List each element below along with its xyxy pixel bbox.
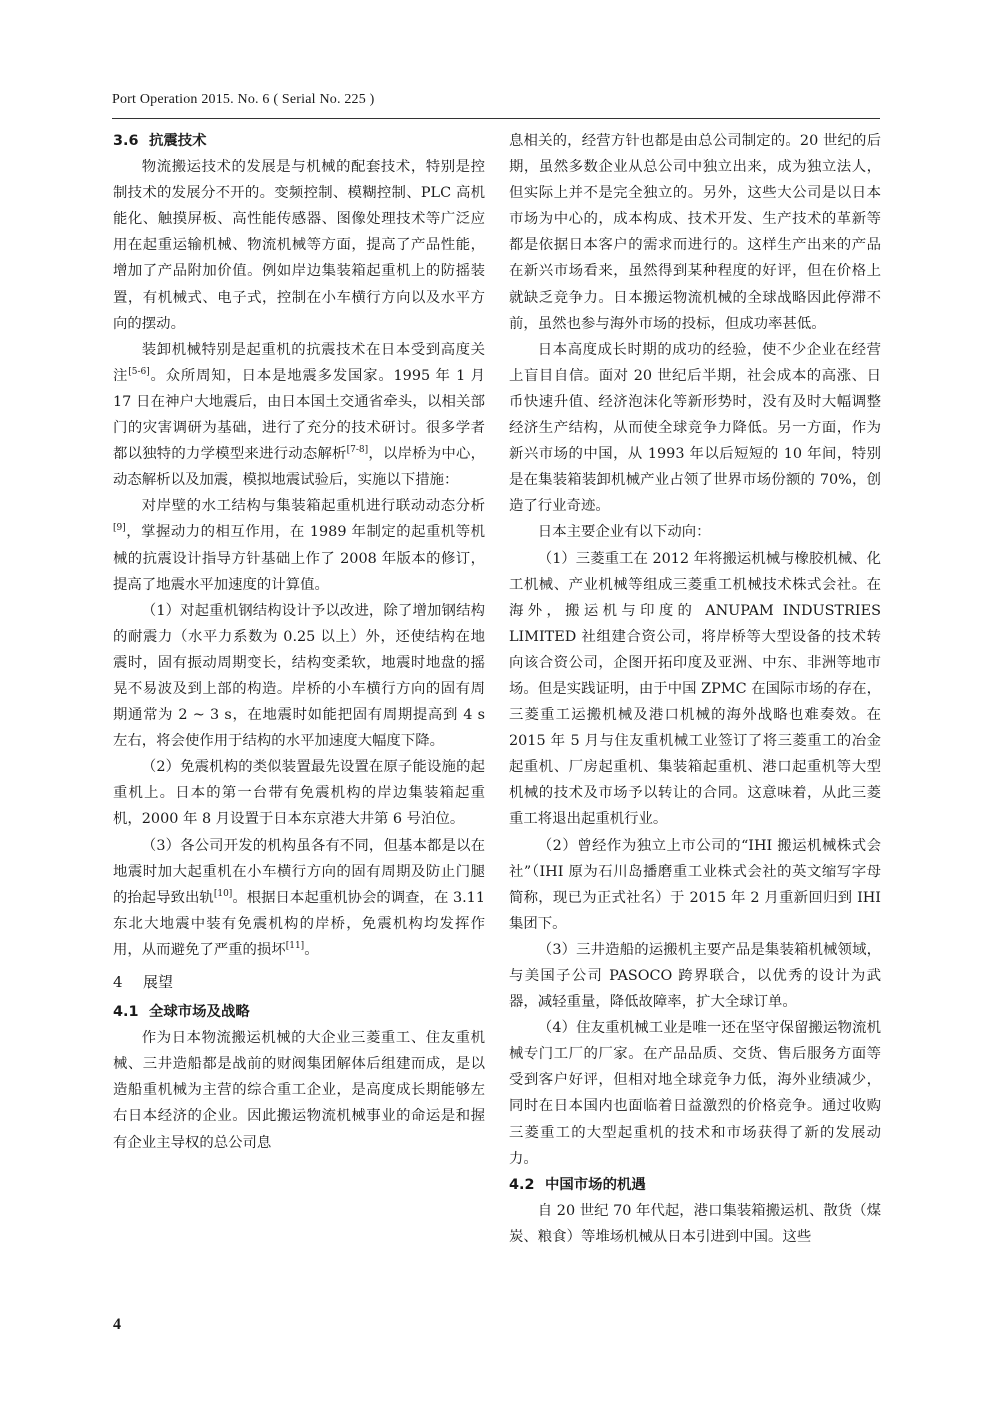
section-number: 3.6 bbox=[113, 133, 139, 149]
text-run: 。 bbox=[304, 941, 319, 958]
header-rule bbox=[112, 118, 880, 119]
text-run: ，掌握动力的相互作用，在 1989 年制定的起重机等机械的抗震设计指导方针基础上作了 2008 年版本的修订，提高了地震水平加速度的计算值。 bbox=[113, 524, 485, 593]
text-run: 。众所周知，日本是地震多发国家。1995 年 1 月 17 日在神户大地震后，由日本国土交通省牵头，以相关部门的灾害调研为基础，进行了充分的技术研讨。很多学者都以独特的力学模型来进行动态解析 bbox=[113, 367, 485, 463]
right-column bbox=[509, 128, 881, 1250]
citation: [11] bbox=[285, 941, 305, 952]
paragraph: （2）曾经作为独立上市公司的“IHI 搬运机械株式会社”（IHI 原为石川岛播磨重工业株式会社的英文缩写字母简称，现已为正式社名）于 2015 年 2 月重新回归到 IHI 集团下。 bbox=[509, 837, 881, 932]
text-run: （3）各公司开发的机构虽各有不同，但基本都是以在地震时加大起重机在小车横行方向的固有周期及防止门腿的抬起导致出轨 bbox=[113, 837, 485, 906]
text-run: 装卸机械特别是起重机的抗震技术在日本受到高度关注 bbox=[113, 341, 485, 384]
left-column bbox=[113, 128, 485, 1156]
running-head: Port Operation 2015. No. 6 ( Serial No. 225 ) bbox=[112, 92, 375, 107]
paragraph: 息相关的，经营方针也都是由总公司制定的。20 世纪的后期，虽然多数企业从总公司中独立出来，成为独立法人，但实际上并不是完全独立的。另外，这些大公司是以日本市场为中心的，成本构成、技术开发、生产技术的革新等都是依据日本客户的需求而进行的。这样生产出来的产品在新兴市场看来，虽然得到某种程度的好评，但在价格上就缺乏竞争力。日本搬运物流机械的全球战略因此停滞不前，虽然也参与海外市场的投标，但成功率甚低。 bbox=[509, 133, 881, 332]
section-heading-4-2 bbox=[509, 1172, 881, 1198]
paragraph bbox=[113, 493, 485, 597]
section-number: 4.2 bbox=[509, 1176, 535, 1193]
section-heading-3-6 bbox=[113, 128, 485, 154]
paragraph: （2）免震机构的类似装置最先设置在原子能设施的起重机上。日本的第一台带有免震机构的岸边集装箱起重机，2000 年 8 月设置于日本东京港大井第 6 号泊位。 bbox=[113, 759, 485, 828]
chapter-title: 展望 bbox=[143, 973, 174, 991]
citation: [10] bbox=[213, 888, 233, 899]
section-title: 中国市场的机遇 bbox=[545, 1176, 646, 1193]
paragraph: 作为日本物流搬运机械的大企业三菱重工、住友重机械、三井造船都是战前的财阀集团解体后组建而成，是以造船重机械为主营的综合重工企业，是高度成长期能够左右日本经济的企业。因此搬运物流机械事业的命运是和握有企业主导权的总公司息 bbox=[113, 1030, 485, 1151]
paragraph: （1）对起重机钢结构设计予以改进，除了增加钢结构的耐震力（水平力系数为 0.25 以上）外，还使结构在地震时，固有振动周期变长，结构变柔软，地震时地盘的摇晃不易波及到上部的构造。岸桥的小车横行方向的固有周期通常为 2 ~ 3 s，在地震时如能把固有周期提高到 4 s 左右，将会使作用于结构的水平加速度大幅度下降。 bbox=[113, 602, 485, 750]
section-heading-4-1 bbox=[113, 999, 485, 1025]
citation: [5-6] bbox=[128, 367, 150, 378]
paragraph: （4）住友重机械工业是唯一还在坚守保留搬运物流机械专门工厂的厂家。在产品品质、交货、售后服务方面等受到客户好评，但相对地全球竞争力低，海外业绩减少，同时在日本国内也面临着日益激烈的价格竞争。通过收购三菱重工的大型起重机的技术和市场获得了新的发展动力。 bbox=[509, 1020, 881, 1167]
paragraph bbox=[113, 337, 485, 494]
paragraph: 日本高度成长时期的成功的经验，使不少企业在经营上盲目自信。面对 20 世纪后半期，社会成本的高涨、日币快速升值、经济泡沫化等新形势时，没有及时大幅调整经济生产结构，从而使全球竞争力降低。另一方面，作为新兴市场的中国，从 1993 年以后短短的 10 年间，特别是在集装箱装卸机械产业占领了世界市场份额的 70%，创造了行业奇迹。 bbox=[509, 341, 881, 515]
paragraph: 自 20 世纪 70 年代起，港口集装箱搬运机、散货（煤炭、粮食）等堆场机械从日本引进到中国。这些 bbox=[509, 1202, 881, 1245]
paragraph: 物流搬运技术的发展是与机械的配套技术，特别是控制技术的发展分不开的。变频控制、模糊控制、PLC 高机能化、触摸屏板、高性能传感器、图像处理技术等广泛应用在起重运输机械、物流机械等方面，提高了产品性能，增加了产品附加价值。例如岸边集装箱起重机上的防摇装置，有机械式、电子式，控制在小车横行方向以及水平方向的摆动。 bbox=[113, 159, 485, 332]
paragraph: （1）三菱重工在 2012 年将搬运机械与橡胶机械、化工机械、产业机械等组成三菱重工机械技术株式会社。在海外，搬运机与印度的 ANUPAM INDUSTRIES LIMITED 社组建合资公司，将岸桥等大型设备的技术转向该合资公司，企图开拓印度及亚洲、中东、非洲等地市场。但是实践证明，由于中国 ZPMC 在国际市场的存在，三菱重工运搬机械及港口机械的海外战略也难奏效。在 2015 年 5 月与住友重机械工业签订了将三菱重工的冶金起重机、厂房起重机、集装箱起重机、港口起重机等大型机械的技术及市场予以转让的合同。这意味着，从此三菱重工将退出起重机行业。 bbox=[509, 550, 881, 828]
paragraph: （3）三井造船的运搬机主要产品是集装箱机械领域，与美国子公司 PASOCO 跨界联合，以优秀的设计为武器，减轻重量，降低故障率，扩大全球订单。 bbox=[509, 941, 881, 1011]
chapter-number: 4 bbox=[113, 973, 123, 991]
citation: [7-8] bbox=[346, 445, 369, 456]
page-number: 4 bbox=[113, 1316, 121, 1333]
paragraph: 日本主要企业有以下动向： bbox=[537, 524, 711, 541]
text-run: ，以岸桥为中心，动态解析以及加震，模拟地震试验后，实施以下措施： bbox=[113, 446, 485, 489]
section-title: 全球市场及战略 bbox=[149, 1004, 250, 1021]
paragraph bbox=[113, 833, 485, 963]
chapter-heading-4 bbox=[113, 969, 485, 995]
citation: [9] bbox=[113, 523, 126, 534]
text-run: 。根据日本起重机协会的调查，在 3.11 东北大地震中装有免震机构的岸桥，免震机构均发挥作用，从而避免了严重的损坏 bbox=[113, 889, 485, 958]
text-run: 对岸壁的水工结构与集装箱起重机进行联动动态分析 bbox=[141, 498, 485, 515]
section-title: 抗震技术 bbox=[149, 133, 207, 149]
section-number: 4.1 bbox=[113, 1004, 139, 1021]
